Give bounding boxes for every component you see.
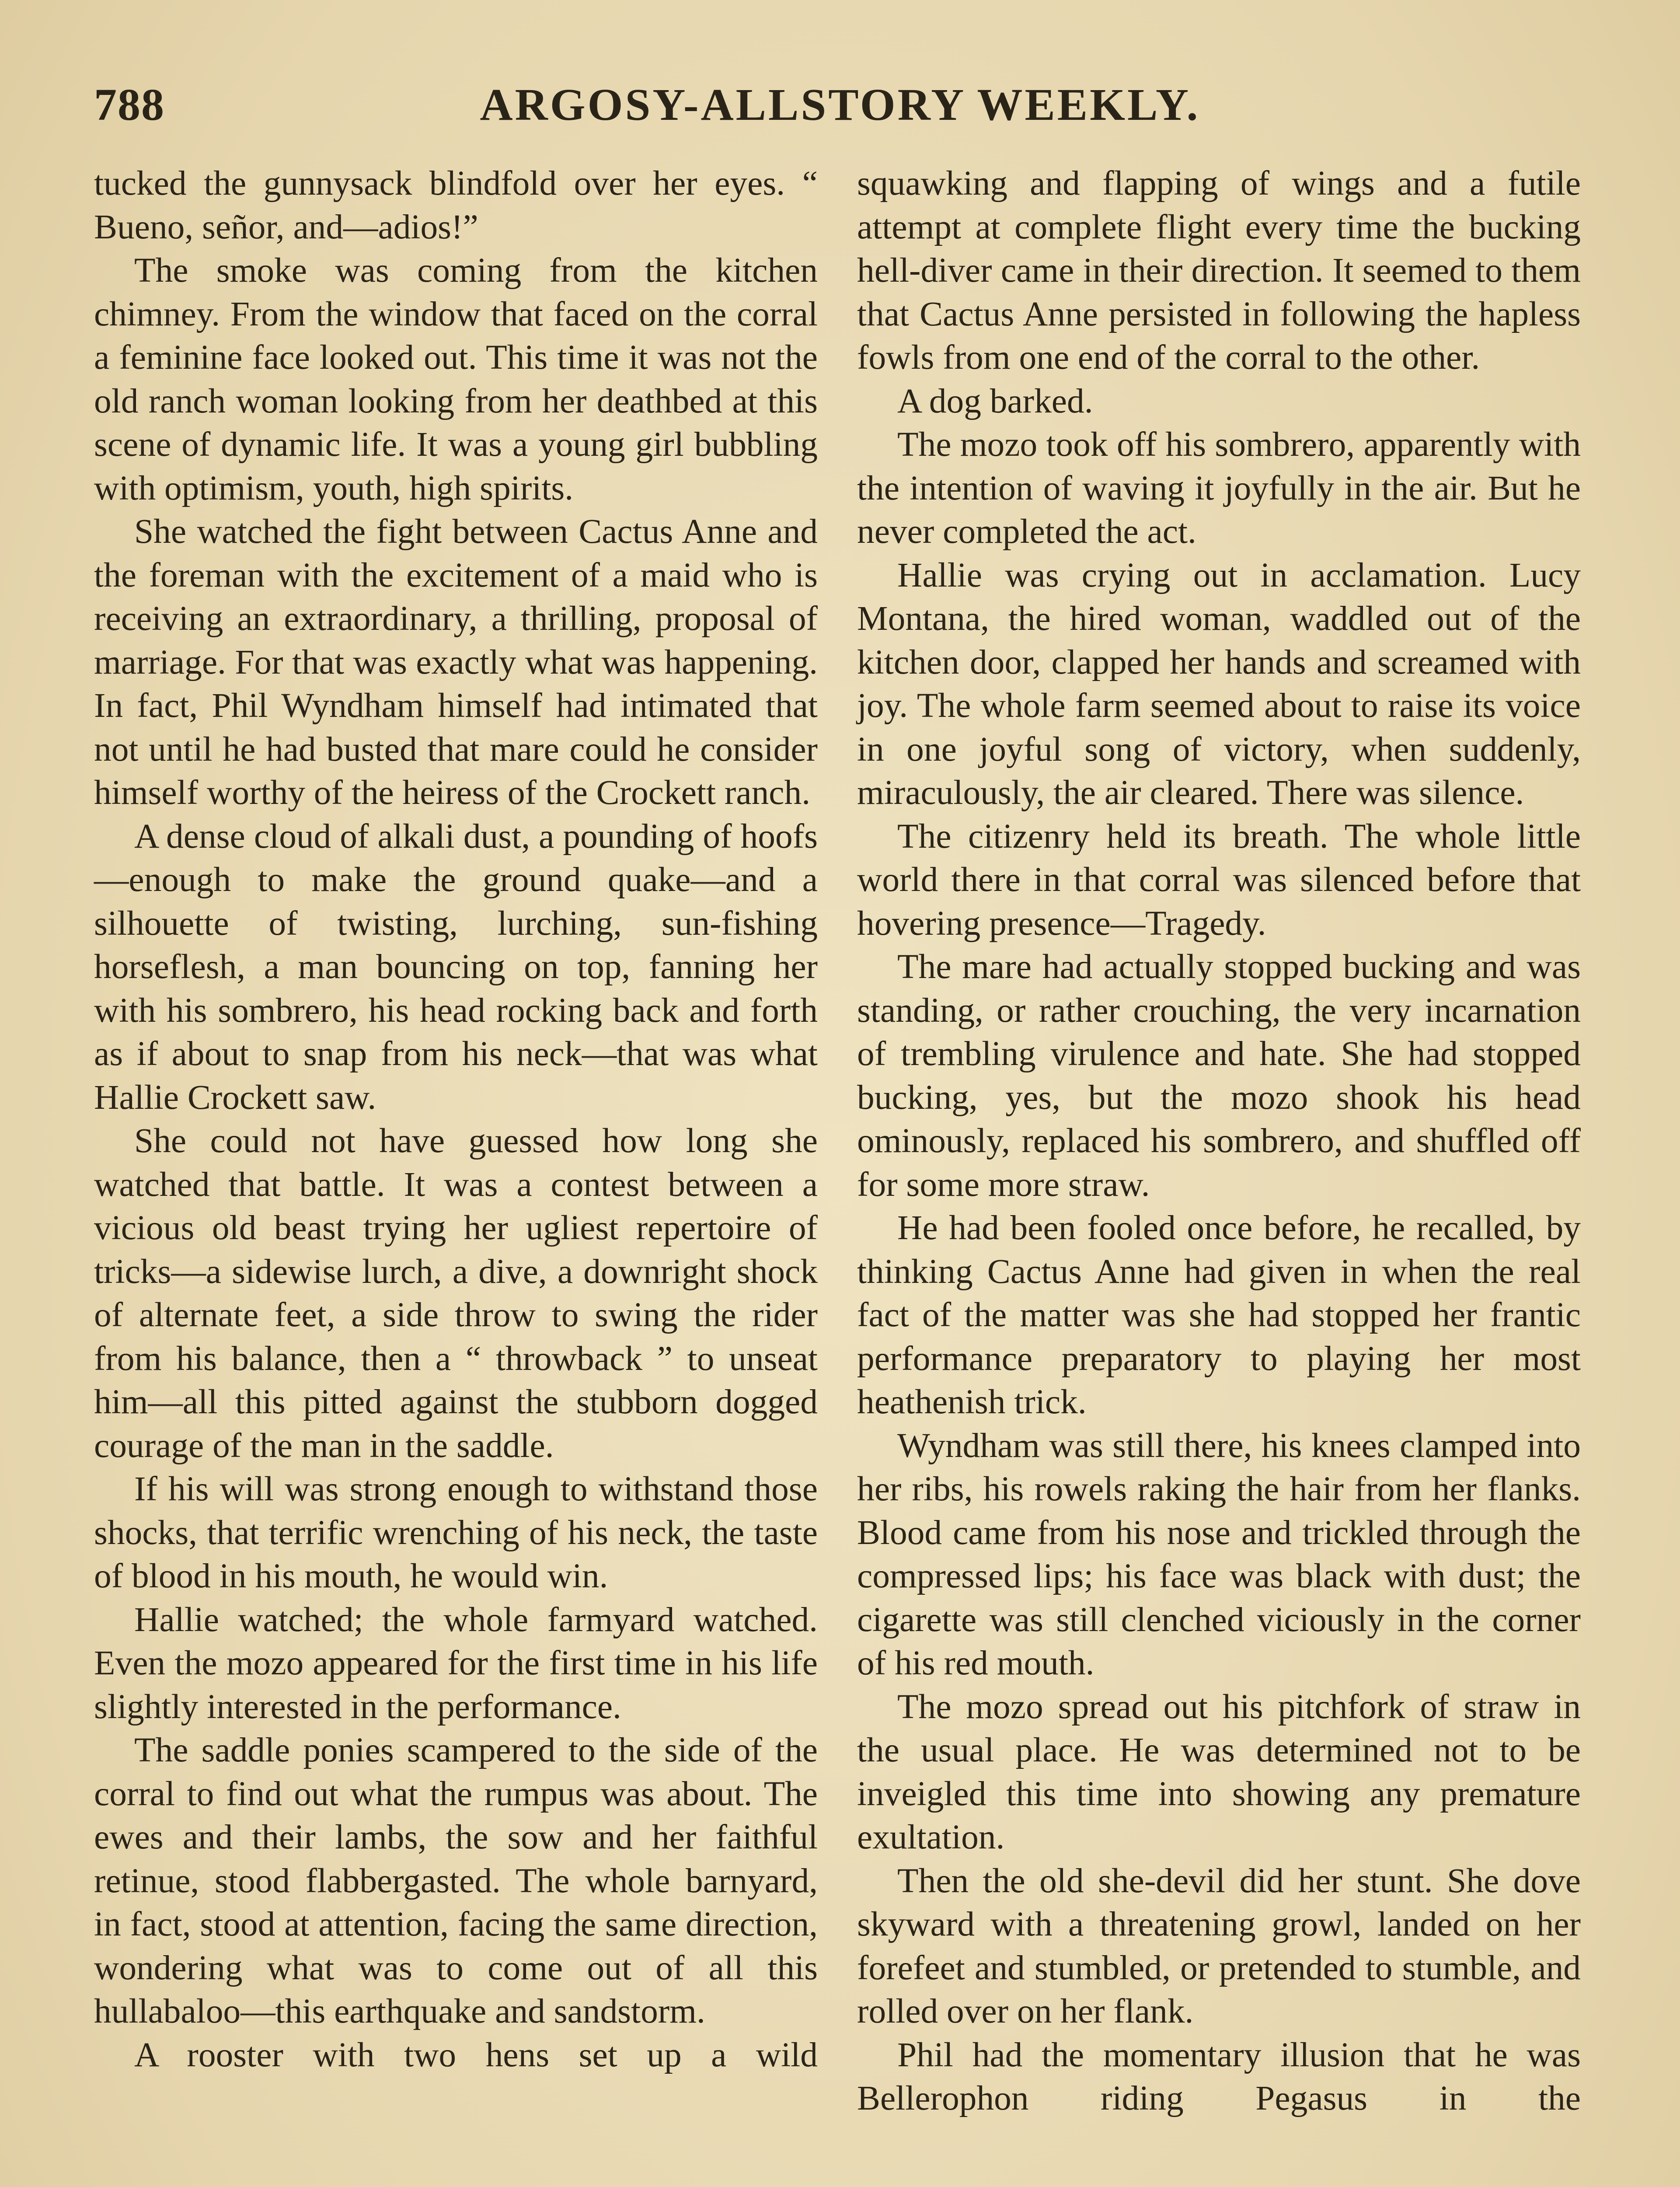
paragraph: A rooster with two hens set up a wild (134, 2035, 818, 2074)
right-column (857, 162, 1581, 2121)
paragraph: The citizenry held its breath. The whole little world there in that corral was silenced before that hovering presence—Tragedy. (857, 817, 1581, 943)
running-title: ARGOSY-ALLSTORY WEEKLY. (480, 80, 1200, 130)
paragraph: The smoke was coming from the kitchen chimney. From the window that faced on the corral a feminine face looked out. This time it was not the old ranch woman looking from her deathbed at this scene of dynamic life. It was a young girl bubbling with optimism, youth, high spirits. (94, 251, 818, 507)
paragraph: squawking and flapping of wings and a futile attempt at complete flight every time the bucking hell-diver came in their direction. It seemed to them that Cactus Anne persisted in following the hapless fowls from one end of the corral to the other. (857, 164, 1581, 377)
paragraph: Hallie was crying out in acclamation. Lucy Montana, the hired woman, waddled out of the kitchen door, clapped her hands and screamed with joy. The whole farm seemed about to raise its voice in one joyful song of victory, when suddenly, miraculously, the air cleared. There was silence. (857, 555, 1581, 812)
left-column (94, 162, 818, 2077)
paragraph: Wyndham was still there, his knees clamped into her ribs, his rowels raking the hair from her flanks. Blood came from his nose and trickled through the compressed lips; his face was black with dust; the cigarette was still clenched viciously in the corner of his red mouth. (857, 1426, 1581, 1682)
paragraph: Then the old she-devil did her stunt. She dove skyward with a threatening growl, landed on her forefeet and stumbled, or pretended to stumble, and rolled over on her flank. (857, 1861, 1581, 2030)
paragraph: Phil had the momentary illusion that he was Bellerophon riding Pegasus in the (857, 2035, 1581, 2117)
paragraph: A dense cloud of alkali dust, a pounding of hoofs—enough to make the ground quake—and a silhouette of twisting, lurching, sun-fishing horseflesh, a man bouncing on top, fanning her with his sombrero, his head rocking back and forth as if about to snap from his neck—that was what Hallie Crockett saw. (94, 817, 818, 1117)
paragraph: Hallie watched; the whole farmyard watched. Even the mozo appeared for the first time in his life slightly interested in the performance. (94, 1600, 818, 1726)
paragraph: tucked the gunnysack blindfold over her eyes. “ Bueno, señor, and—adios!” (94, 164, 818, 246)
running-head (94, 66, 1586, 140)
paragraph: The mozo spread out his pitchfork of straw in the usual place. He was determined not to be inveigled this time into showing any premature exultation. (857, 1687, 1581, 1856)
paragraph: The saddle ponies scampered to the side of the corral to find out what the rumpus was about. The ewes and their lambs, the sow and her faithful retinue, stood flabbergasted. The whole barnyard, in fact, stood at attention, facing the same direction, wondering what was to come out of all this hullabaloo—this earthquake and sandstorm. (94, 1731, 818, 2030)
paragraph: If his will was strong enough to withstand those shocks, that terrific wrenching of his neck, the taste of blood in his mouth, he would win. (94, 1470, 818, 1595)
paragraph: The mare had actually stopped bucking and was standing, or rather crouching, the very incarnation of trembling virulence and hate. She had stopped bucking, yes, but the mozo shook his head ominously, replaced his sombrero, and shuffled off for some more straw. (857, 947, 1581, 1204)
paragraph: He had been fooled once before, he recalled, by thinking Cactus Anne had given in when the real fact of the matter was she had stopped her frantic performance preparatory to playing her most heathenish trick. (857, 1209, 1581, 1421)
paragraph: She watched the fight between Cactus Anne and the foreman with the excitement of a maid who is receiving an extraordinary, a thrilling, proposal of marriage. For that was exactly what was happening. In fact, Phil Wyndham himself had intimated that not until he had busted that mare could he consider himself worthy of the heiress of the Crockett ranch. (94, 512, 818, 812)
paragraph: The mozo took off his sombrero, apparently with the intention of waving it joyfully in the air. But he never completed the act. (857, 425, 1581, 551)
paragraph: She could not have guessed how long she watched that battle. It was a contest between a vicious old beast trying her ugliest repertoire of tricks—a sidewise lurch, a dive, a downright shock of alternate feet, a side throw to swing the rider from his balance, then a “ throwback ” to unseat him—all this pitted against the stubborn dogged courage of the man in the saddle. (94, 1121, 818, 1465)
paragraph: A dog barked. (897, 381, 1093, 420)
page-number: 788 (94, 80, 165, 130)
